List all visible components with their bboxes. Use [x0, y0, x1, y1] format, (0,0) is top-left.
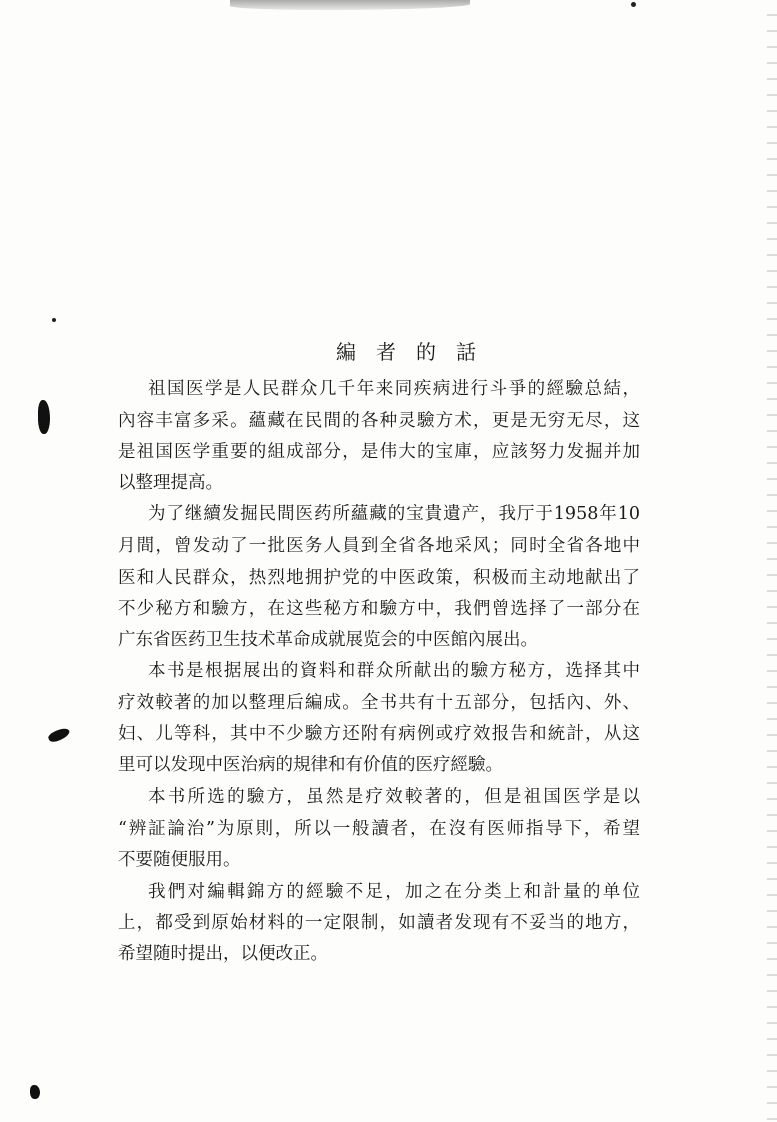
text-line: 內容丰富多采。蘊藏在民間的各种灵驗方术，更是无穷无尽，这: [118, 411, 640, 431]
text-line: 医和人民群众，热烈地拥护党的中医政策，积极而主动地献出了: [118, 568, 640, 588]
text-line: 不少秘方和驗方，在这些秘方和驗方中，我們曾选择了一部分在: [118, 599, 640, 619]
text-line: 是祖国医学重要的組成部分，是伟大的宝庫，应該努力发掘并加: [118, 442, 640, 462]
text-line: 本书所选的驗方，虽然是疗效較著的，但是祖国医学是以: [148, 787, 640, 807]
text-line: “辨証論治”为原則，所以一般讀者，在沒有医师指导下，希望: [118, 819, 640, 839]
scan-artifact-top: [230, 0, 470, 10]
text-line: 本书是根据展出的資料和群众所献出的驗方秘方，选择其中: [148, 661, 640, 681]
text-line: 疗效較著的加以整理后編成。全书共有十五部分，包括內、外、: [118, 693, 640, 713]
text-line: 以整理提高。: [118, 473, 223, 493]
text-line: 希望随时提出，以便改正。: [118, 944, 328, 964]
scan-blot: [30, 1085, 40, 1099]
scan-dot: [631, 2, 636, 7]
scan-blot: [47, 726, 71, 744]
scan-artifact-right-edge: [767, 0, 777, 1122]
text-line: 我們对編輯錦方的經驗不足，加之在分类上和計量的单位: [148, 882, 640, 902]
text-line: 里可以发现中医治病的規律和有价值的医疗經驗。: [118, 755, 503, 775]
text-line: 不要随便服用。: [118, 850, 241, 870]
page-title: 編者的話: [336, 340, 476, 364]
text-line: 祖国医学是人民群众几千年来同疾病进行斗爭的經驗总結，: [148, 379, 640, 399]
scan-blot: [38, 400, 50, 434]
text-line: 为了继續发掘民間医药所蘊藏的宝貴遺产，我厅于1958年10: [148, 504, 640, 524]
text-line: 月間，曾发动了一批医务人員到全省各地采风；同时全省各地中: [118, 536, 640, 556]
text-line: 妇、儿等科，其中不少驗方还附有病例或疗效报告和統計，从这: [118, 724, 640, 744]
scan-dot: [52, 318, 56, 322]
text-line: 上，都受到原始材料的一定限制，如讀者发现有不妥当的地方，: [118, 913, 640, 933]
text-line: 广东省医药卫生技术革命成就展览会的中医館內展出。: [118, 630, 538, 650]
